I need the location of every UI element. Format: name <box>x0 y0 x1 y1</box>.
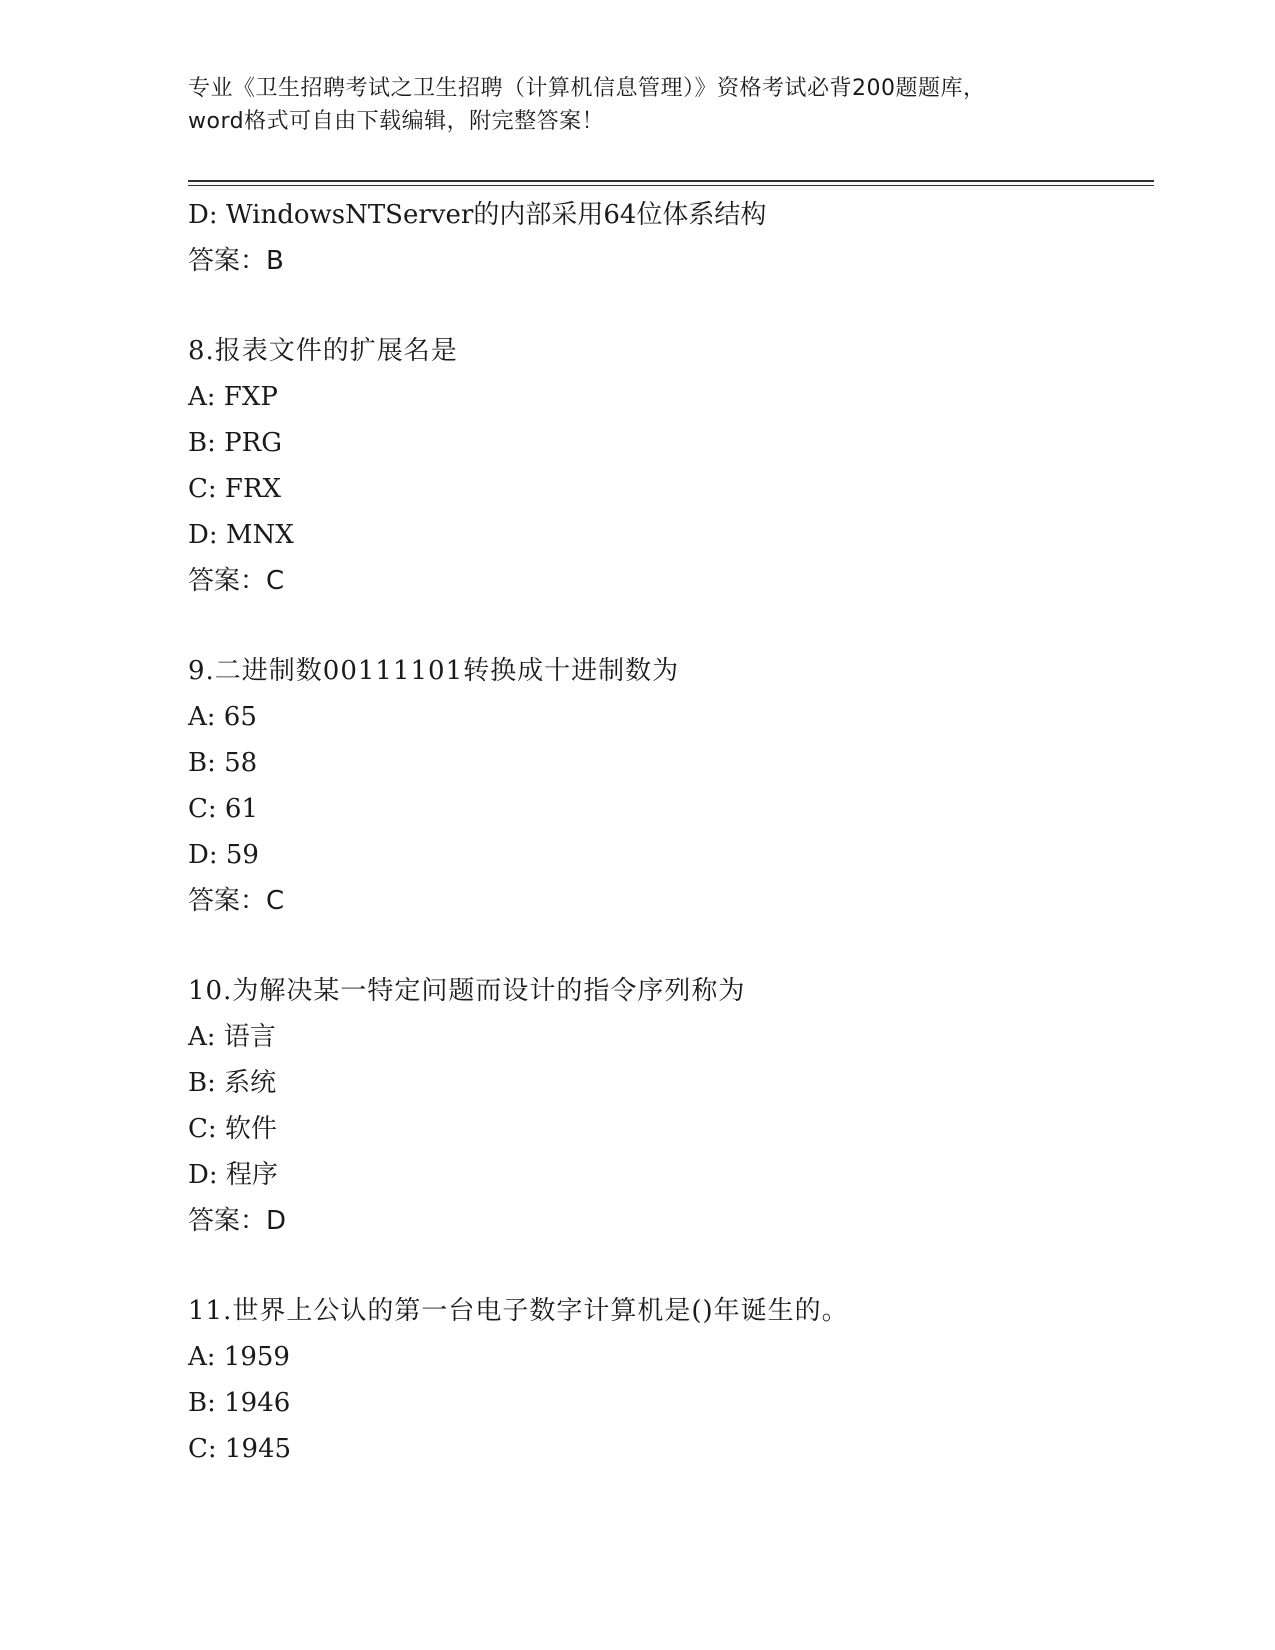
spacer <box>188 924 1148 968</box>
option-a: A: 1959 <box>188 1342 290 1372</box>
header-divider-thick <box>188 180 1154 182</box>
answer-line: 答案：C <box>188 886 285 916</box>
question-list <box>188 192 1148 1472</box>
option-d: D: 程序 <box>188 1160 278 1190</box>
question-9 <box>188 648 1148 924</box>
question-title: 10.为解决某一特定问题而设计的指令序列称为 <box>188 976 746 1006</box>
spacer <box>188 604 1148 648</box>
question-11 <box>188 1288 1148 1472</box>
option-b: B: PRG <box>188 428 282 458</box>
question-fragment <box>188 192 1148 284</box>
spacer <box>188 284 1148 328</box>
question-title: 8.报表文件的扩展名是 <box>188 336 458 366</box>
option-a: A: 65 <box>188 702 257 732</box>
option-b: B: 系统 <box>188 1068 277 1098</box>
option-c: C: 61 <box>188 794 259 824</box>
option-c: C: FRX <box>188 474 282 504</box>
header-divider-thin <box>188 185 1154 186</box>
answer-line: 答案：D <box>188 1206 287 1236</box>
option-d: D: MNX <box>188 520 294 550</box>
answer-line: 答案：C <box>188 566 285 596</box>
option-d: D: 59 <box>188 840 259 870</box>
question-8 <box>188 328 1148 604</box>
option-b: B: 58 <box>188 748 258 778</box>
question-title: 9.二进制数00111101转换成十进制数为 <box>188 656 680 686</box>
option-d: D: WindowsNTServer的内部采用64位体系结构 <box>188 200 767 230</box>
option-b: B: 1946 <box>188 1388 291 1418</box>
question-title: 11.世界上公认的第一台电子数字计算机是()年诞生的。 <box>188 1296 849 1326</box>
option-a: A: 语言 <box>188 1022 276 1052</box>
question-10 <box>188 968 1148 1244</box>
option-c: C: 软件 <box>188 1114 277 1144</box>
document-header <box>188 72 1088 138</box>
option-c: C: 1945 <box>188 1434 292 1464</box>
header-line-2: word格式可自由下载编辑，附完整答案！ <box>188 109 605 134</box>
header-line-1: 专业《卫生招聘考试之卫生招聘（计算机信息管理）》资格考试必背200题题库， <box>188 76 986 101</box>
spacer <box>188 1244 1148 1288</box>
option-a: A: FXP <box>188 382 278 412</box>
answer-line: 答案：B <box>188 246 284 276</box>
